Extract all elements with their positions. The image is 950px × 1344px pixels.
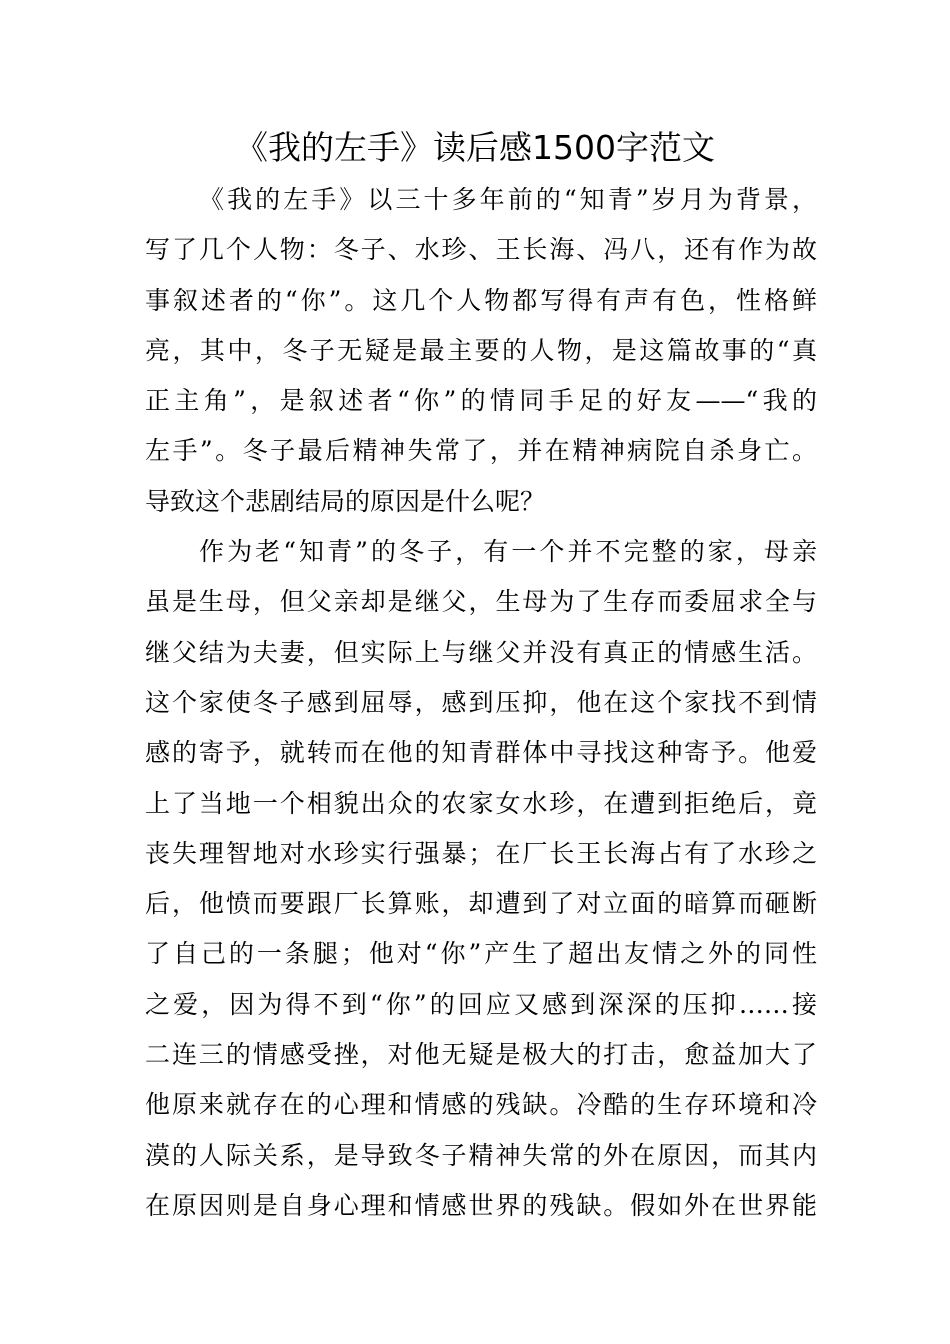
paragraph-2-line-2: 虽是生母，但父亲却是继父，生母为了生存而委屈求全与: [145, 587, 817, 617]
paragraph-2-line-3: 继父结为夫妻，但实际上与继父并没有真正的情感生活。: [145, 637, 817, 667]
paragraph-2-line-4: 这个家使冬子感到屈辱，感到压抑，他在这个家找不到情: [145, 687, 817, 717]
paragraph-2-line-6: 上了当地一个相貌出众的农家女水珍，在遭到拒绝后，竟: [145, 788, 817, 818]
paragraph-1-line-2: 写了几个人物：冬子、水珍、王长海、冯八，还有作为故: [145, 235, 817, 265]
paragraph-1-line-7: 导致这个悲剧结局的原因是什么呢？: [145, 486, 546, 516]
paragraph-2-line-11: 二连三的情感受挫，对他无疑是极大的打击，愈益加大了: [145, 1040, 817, 1070]
paragraph-2-line-14: 在原因则是自身心理和情感世界的残缺。假如外在世界能: [145, 1190, 817, 1220]
paragraph-1-line-6: 左手”。冬子最后精神失常了，并在精神病院自杀身亡。: [145, 436, 817, 466]
paragraph-1-line-4: 亮，其中，冬子无疑是最主要的人物，是这篇故事的“真: [145, 335, 817, 365]
document-body: [145, 175, 817, 1231]
paragraph-2-line-12: 他原来就存在的心理和情感的残缺。冷酷的生存环境和冷: [145, 1090, 817, 1120]
paragraph-2-line-1: 作为老“知青”的冬子，有一个并不完整的家，母亲: [199, 537, 817, 567]
paragraph-1-line-1: 《我的左手》以三十多年前的“知青”岁月为背景，: [199, 185, 817, 214]
paragraph-1-line-5: 正主角”，是叙述者“你”的情同手足的好友——“我的: [145, 386, 817, 416]
paragraph-2-line-13: 漠的人际关系，是导致冬子精神失常的外在原因，而其内: [145, 1140, 817, 1170]
paragraph-1-line-3: 事叙述者的“你”。这几个人物都写得有声有色，性格鲜: [145, 285, 817, 315]
document-title: 《我的左手》读后感1500字范文: [235, 128, 715, 167]
paragraph-2-line-8: 后，他愤而要跟厂长算账，却遭到了对立面的暗算而砸断: [145, 889, 817, 919]
paragraph-2-line-5: 感的寄予，就转而在他的知青群体中寻找这种寄予。他爱: [145, 738, 817, 768]
paragraph-2-line-7: 丧失理智地对水珍实行强暴；在厂长王长海占有了水珍之: [145, 838, 817, 868]
paragraph-2-line-9: 了自己的一条腿；他对“你”产生了超出友情之外的同性: [145, 939, 817, 969]
paragraph-2-line-10: 之爱，因为得不到“你”的回应又感到深深的压抑……接: [145, 989, 817, 1019]
